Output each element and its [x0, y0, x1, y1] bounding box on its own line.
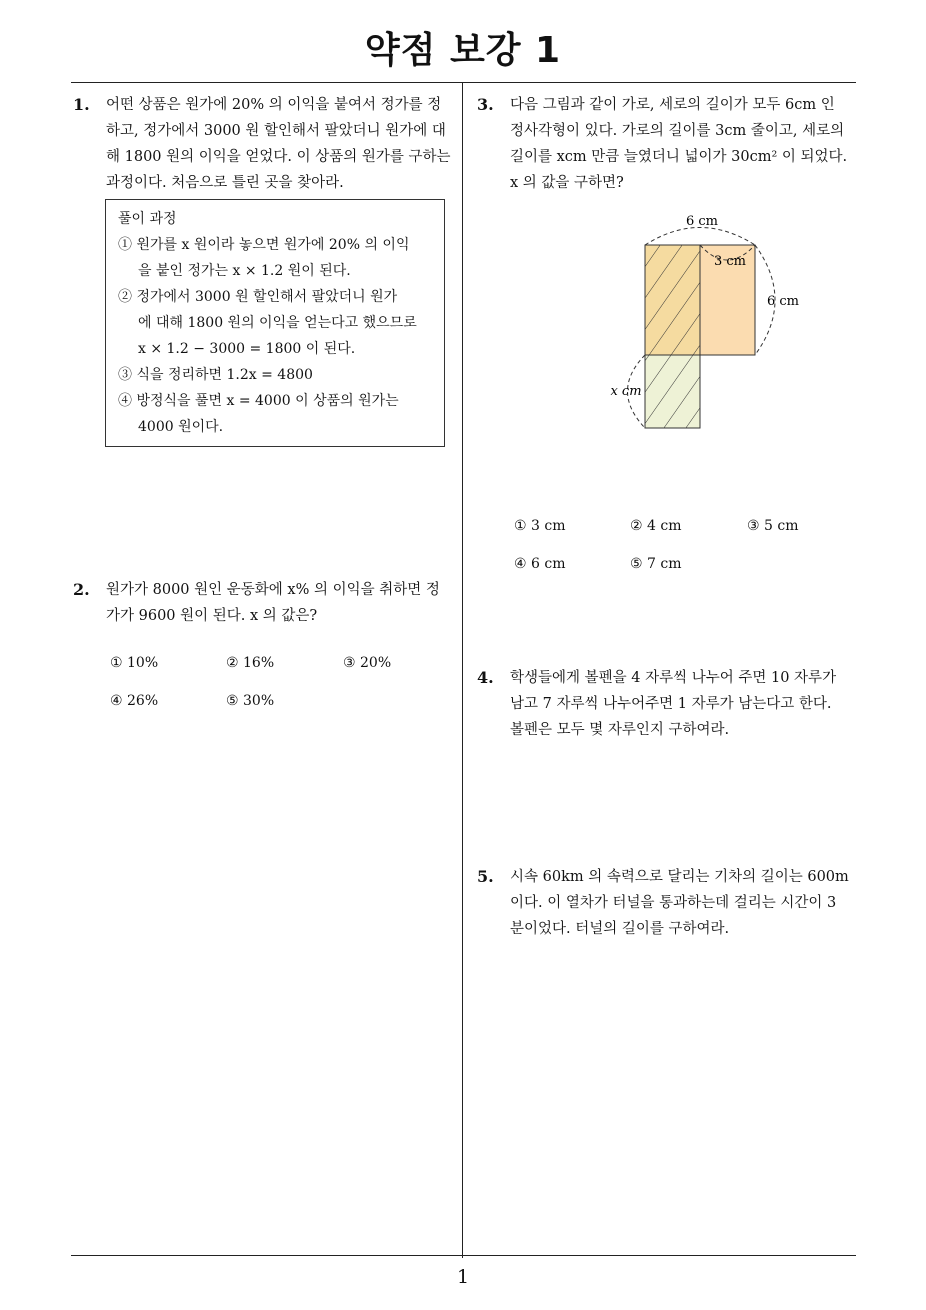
problem-2	[73, 577, 455, 629]
problem-line: 가가 9600 원이 된다. x 의 값은?	[106, 608, 318, 624]
solution-box	[105, 199, 445, 447]
choice-4[interactable]: ④ 6 cm	[514, 556, 566, 572]
problem-text	[510, 665, 861, 743]
problem-3	[477, 92, 861, 196]
problem-line: x 의 값을 구하면?	[510, 175, 624, 191]
problem-line: 시속 60km 의 속력으로 달리는 기차의 길이는 600m	[510, 869, 849, 885]
choice-4[interactable]: ④ 26%	[110, 693, 159, 709]
choice-2[interactable]: ② 16%	[226, 655, 275, 671]
problem-text	[510, 92, 861, 196]
top-label: 6 cm	[685, 214, 719, 229]
solution-step-cont: 에 대해 1800 원의 이익을 얻는다고 했으므로	[138, 315, 417, 331]
choices-problem-3	[514, 518, 854, 578]
problem-number: 1.	[73, 95, 90, 114]
problem-line: 남고 7 자루씩 나누어주면 1 자루가 남는다고 한다.	[510, 696, 832, 712]
choice-3[interactable]: ③ 5 cm	[747, 518, 799, 534]
problem-line: 학생들에게 볼펜을 4 자루씩 나누어 주면 10 자루가	[510, 670, 837, 686]
problem-line: 정사각형이 있다. 가로의 길이를 3cm 줄이고, 세로의	[510, 123, 845, 139]
solution-step: ④ 방정식을 풀면 x = 4000 이 상품의 원가는	[118, 393, 399, 409]
bottom-rule	[71, 1255, 856, 1256]
choice-1[interactable]: ① 10%	[110, 655, 159, 671]
column-divider	[462, 82, 463, 1258]
problem-line: 과정이다. 처음으로 틀린 곳을 찾아라.	[106, 175, 344, 191]
top-rule	[71, 82, 856, 83]
problem-line: 어떤 상품은 원가에 20% 의 이익을 붙여서 정가를 정	[106, 97, 442, 113]
choice-5[interactable]: ⑤ 30%	[226, 693, 275, 709]
problem-5	[477, 864, 861, 942]
problem-number: 2.	[73, 580, 90, 599]
page-title: 약점 보강 1	[364, 30, 562, 71]
solution-step-cont: 을 붙인 정가는 x × 1.2 원이 된다.	[138, 263, 351, 279]
top-arc	[645, 228, 755, 246]
problem-line: 이다. 이 열차가 터널을 통과하는데 걸리는 시간이 3	[510, 895, 837, 911]
inner-label: 3 cm	[713, 254, 747, 269]
problem-number: 5.	[477, 867, 494, 886]
page-number: 1	[456, 1266, 470, 1288]
solution-step: ① 원가를 x 원이라 놓으면 원가에 20% 의 이익	[118, 237, 410, 253]
problem-line: 하고, 정가에서 3000 원 할인해서 팔았더니 원가에 대	[106, 123, 446, 139]
solution-heading: 풀이 과정	[118, 211, 177, 227]
solution-step-cont: x × 1.2 − 3000 = 1800 이 된다.	[138, 341, 356, 357]
problem-text	[106, 92, 455, 196]
choices-problem-2	[110, 655, 450, 715]
problem-text	[106, 577, 455, 629]
solution-step: ② 정가에서 3000 원 할인해서 팔았더니 원가	[118, 289, 398, 305]
right-label: 6 cm	[766, 294, 800, 309]
problem-line: 분이었다. 터널의 길이를 구하여라.	[510, 921, 730, 937]
problem-line: 길이를 xcm 만큼 늘였더니 넓이가 30cm² 이 되었다.	[510, 149, 848, 165]
problem-text	[510, 864, 861, 942]
problem-number: 3.	[477, 95, 494, 114]
problem-line: 볼펜은 모두 몇 자루인지 구하여라.	[510, 722, 730, 738]
rectangle-figure	[600, 205, 820, 440]
choice-3[interactable]: ③ 20%	[343, 655, 392, 671]
problem-line: 해 1800 원의 이익을 얻었다. 이 상품의 원가를 구하는	[106, 149, 451, 165]
problem-number: 4.	[477, 668, 494, 687]
choice-2[interactable]: ② 4 cm	[630, 518, 682, 534]
choice-5[interactable]: ⑤ 7 cm	[630, 556, 682, 572]
problem-1	[73, 92, 455, 196]
problem-line: 원가가 8000 원인 운동화에 x% 의 이익을 취하면 정	[106, 582, 440, 598]
problem-line: 다음 그림과 같이 가로, 세로의 길이가 모두 6cm 인	[510, 97, 835, 113]
problem-4	[477, 665, 861, 743]
solution-step: ③ 식을 정리하면 1.2x = 4800	[118, 367, 313, 383]
solution-step-cont: 4000 원이다.	[138, 419, 224, 435]
choice-1[interactable]: ① 3 cm	[514, 518, 566, 534]
left-label: x cm	[610, 384, 642, 399]
